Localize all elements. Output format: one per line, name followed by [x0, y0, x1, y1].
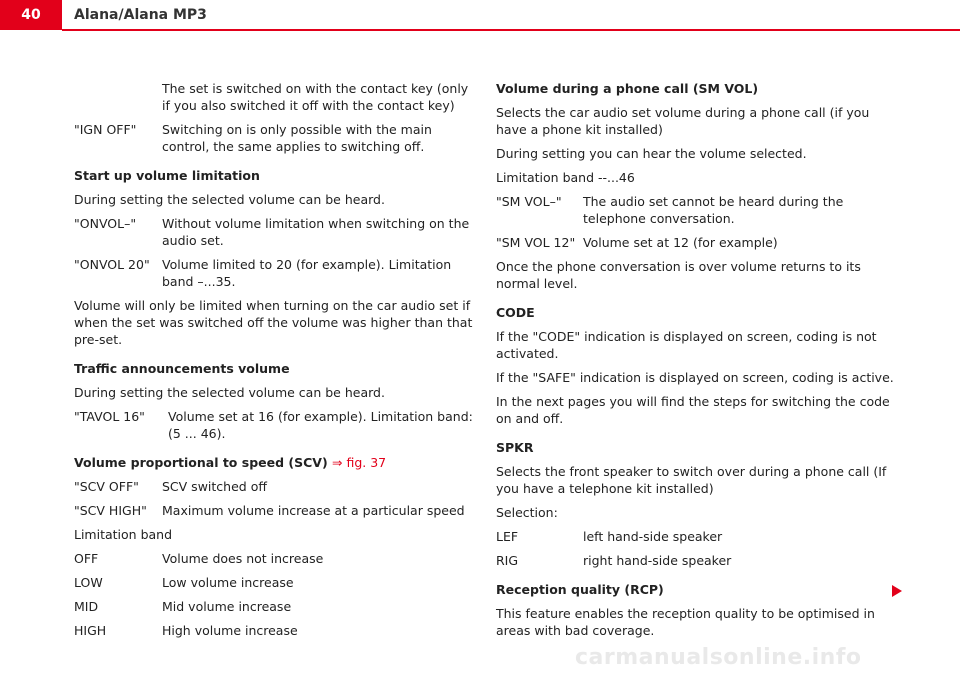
smvol-text: Selects the car audio set volume during a phone call (if you have a phone kit installed) [496, 105, 870, 137]
scv-heading: Volume proportional to speed (SCV) [74, 455, 328, 470]
spkr-option-key: RIG [496, 553, 519, 568]
smvol-minus-row [496, 193, 896, 227]
tavol-value: Volume set at 16 (for example). Limitation band: (5 ... 46). [168, 409, 473, 441]
onvol-20-value: Volume limited to 20 (for example). Limitation band –...35. [162, 257, 452, 289]
smvol-text2: During setting you can hear the volume selected. [496, 146, 807, 161]
ign-off-value: Switching on is only possible with the main control, the same applies to switching off. [162, 122, 432, 154]
page-header [0, 0, 960, 32]
band-key: OFF [74, 551, 99, 566]
code-heading: CODE [496, 305, 535, 320]
smvol-heading: Volume during a phone call (SM VOL) [496, 81, 759, 96]
onvol-20-row [74, 256, 474, 290]
code-text-3: In the next pages you will find the steps for switching the code on and off. [496, 394, 890, 426]
ign-off-key: "IGN OFF" [74, 122, 137, 137]
watermark: carmanualsonline.info [575, 645, 862, 670]
ign-off-row [74, 121, 474, 155]
right-column [496, 80, 896, 646]
startup-heading: Start up volume limitation [74, 168, 260, 183]
limitation-band-label: Limitation band [74, 527, 173, 542]
rcp-heading: Reception quality (RCP) [496, 582, 664, 597]
spkr-text: Selects the front speaker to switch over during a phone call (If you have a telephone kit installed) [496, 464, 887, 496]
traffic-heading: Traffic announcements volume [74, 361, 290, 376]
smvol-12-key: "SM VOL 12" [496, 235, 576, 250]
scv-fig-link[interactable]: ⇒ fig. 37 [332, 455, 387, 470]
onvol-minus-key: "ONVOL–" [74, 216, 137, 231]
smvol-minus-value: The audio set cannot be heard during the telephone conversation. [583, 194, 844, 226]
band-row [74, 574, 474, 591]
onvol-minus-value: Without volume limitation when switching on the audio set. [162, 216, 470, 248]
document-title: Alana/Alana MP3 [74, 7, 207, 23]
band-value: Mid volume increase [162, 599, 292, 614]
band-key: HIGH [74, 623, 107, 638]
scv-high-row [74, 502, 474, 519]
smvol-12-row [496, 234, 896, 251]
spkr-option-value: left hand-side speaker [583, 529, 723, 544]
scv-off-key: "SCV OFF" [74, 479, 139, 494]
onvol-20-key: "ONVOL 20" [74, 257, 150, 272]
startup-note: Volume will only be limited when turning on the car audio set if when the set was switched off the volume was higher than that pre-set. [74, 298, 473, 347]
band-key: MID [74, 599, 99, 614]
band-key: LOW [74, 575, 103, 590]
band-value: High volume increase [162, 623, 298, 638]
tavol-row [74, 408, 474, 442]
intro-text: The set is switched on with the contact key (only if you also switched it off with the contact key) [162, 81, 469, 113]
band-row [74, 622, 474, 639]
spkr-option-value: right hand-side speaker [583, 553, 732, 568]
smvol-12-value: Volume set at 12 (for example) [583, 235, 778, 250]
tavol-key: "TAVOL 16" [74, 409, 145, 424]
page-number: 40 [0, 0, 62, 30]
band-row [74, 598, 474, 615]
startup-text: During setting the selected volume can be heard. [74, 192, 385, 207]
onvol-minus-row [74, 215, 474, 249]
spkr-heading: SPKR [496, 440, 534, 455]
rcp-text: This feature enables the reception quality to be optimised in areas with bad coverage. [496, 606, 875, 638]
smvol-band: Limitation band --...46 [496, 170, 635, 185]
code-text-2: If the "SAFE" indication is displayed on screen, coding is active. [496, 370, 894, 385]
header-rule [62, 29, 960, 31]
scv-high-key: "SCV HIGH" [74, 503, 147, 518]
band-value: Volume does not increase [162, 551, 324, 566]
code-text-1: If the "CODE" indication is displayed on screen, coding is not activated. [496, 329, 877, 361]
spkr-option-row [496, 552, 896, 569]
smvol-note: Once the phone conversation is over volume returns to its normal level. [496, 259, 861, 291]
spkr-option-row [496, 528, 896, 545]
scv-heading-line [74, 454, 474, 471]
selection-label: Selection: [496, 505, 558, 520]
scv-off-value: SCV switched off [162, 479, 267, 494]
traffic-text: During setting the selected volume can be heard. [74, 385, 385, 400]
scv-off-row [74, 478, 474, 495]
left-column [74, 80, 474, 646]
spkr-option-key: LEF [496, 529, 519, 544]
scv-high-value: Maximum volume increase at a particular speed [162, 503, 465, 518]
smvol-minus-key: "SM VOL–" [496, 194, 562, 209]
band-value: Low volume increase [162, 575, 294, 590]
continue-arrow-icon [892, 585, 902, 597]
band-row [74, 550, 474, 567]
